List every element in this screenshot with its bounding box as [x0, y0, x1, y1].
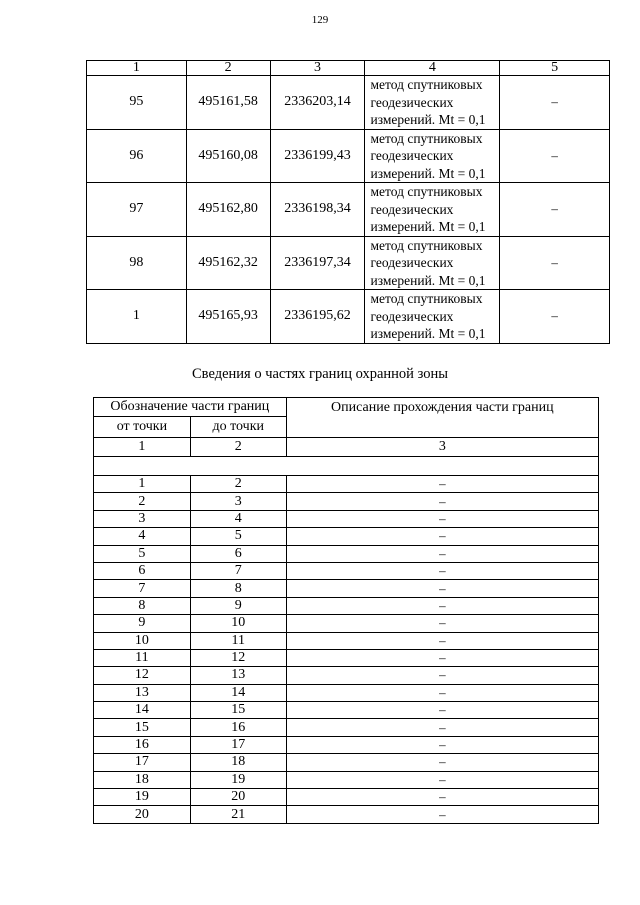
parts-row: [94, 789, 599, 806]
x-coordinate-cell: 495162,32: [186, 236, 270, 290]
x-coordinate-cell: 495165,93: [186, 290, 270, 344]
parts-col-2: 2: [190, 438, 286, 457]
to-point-cell: 9: [190, 597, 286, 614]
method-cell: [365, 76, 500, 130]
y-coordinate-cell: 2336203,14: [270, 76, 365, 130]
point-cell: 97: [87, 183, 187, 237]
coord-row: [87, 290, 610, 344]
method-line: метод спутниковых: [370, 184, 483, 199]
to-point-cell: 19: [190, 771, 286, 788]
to-point-cell: 2: [190, 476, 286, 493]
to-point-cell: 20: [190, 789, 286, 806]
parts-row: [94, 736, 599, 753]
parts-row: [94, 702, 599, 719]
to-point-cell: 18: [190, 754, 286, 771]
to-point-cell: 13: [190, 667, 286, 684]
to-point-cell: 8: [190, 580, 286, 597]
from-point-cell: 17: [94, 754, 191, 771]
parts-col-3: 3: [286, 438, 598, 457]
description-cell: –: [286, 702, 598, 719]
parts-row: [94, 754, 599, 771]
to-point-cell: 3: [190, 493, 286, 510]
from-point-cell: 4: [94, 528, 191, 545]
from-point-cell: 14: [94, 702, 191, 719]
description-cell: –: [286, 684, 598, 701]
parts-row: [94, 580, 599, 597]
method-line: метод спутниковых: [370, 237, 483, 253]
parts-row: [94, 493, 599, 510]
description-cell: –: [286, 806, 598, 823]
note-cell: –: [500, 129, 610, 183]
method-line: метод спутниковых: [370, 291, 483, 306]
y-coordinate-cell: 2336199,43: [270, 129, 365, 183]
from-point-cell: 19: [94, 789, 191, 806]
description-cell: –: [286, 510, 598, 527]
parts-row: [94, 649, 599, 666]
to-point-cell: 10: [190, 615, 286, 632]
from-point-cell: 11: [94, 649, 191, 666]
description-cell: –: [286, 754, 598, 771]
blank-cell: [94, 457, 599, 476]
coordinates-table: [86, 60, 610, 344]
from-point-cell: 3: [94, 510, 191, 527]
description-cell: –: [286, 562, 598, 579]
parts-blank-row: [94, 457, 599, 476]
description-cell: –: [286, 615, 598, 632]
from-point-cell: 16: [94, 736, 191, 753]
coord-col-5: 5: [500, 61, 610, 76]
to-point-cell: 16: [190, 719, 286, 736]
to-point-cell: 17: [190, 736, 286, 753]
y-coordinate-cell: 2336198,34: [270, 183, 365, 237]
coord-col-2: 2: [186, 61, 270, 76]
parts-row: [94, 615, 599, 632]
description-cell: –: [286, 649, 598, 666]
point-cell: 96: [87, 129, 187, 183]
from-point-cell: 1: [94, 476, 191, 493]
method-cell: [365, 129, 500, 183]
coord-row: [87, 236, 610, 290]
to-point-cell: 4: [190, 510, 286, 527]
parts-row: [94, 719, 599, 736]
description-cell: –: [286, 789, 598, 806]
parts-row: [94, 597, 599, 614]
method-line: геодезических: [370, 308, 454, 324]
description-cell: –: [286, 476, 598, 493]
method-line: метод спутниковых: [370, 130, 483, 146]
note-cell: –: [500, 76, 610, 130]
header-from-point: от точки: [94, 417, 191, 438]
parts-number-row: [94, 438, 599, 457]
from-point-cell: 9: [94, 615, 191, 632]
method-line: измерений. Mt = 0,1: [370, 326, 486, 341]
description-cell: –: [286, 597, 598, 614]
description-cell: –: [286, 771, 598, 788]
parts-row: [94, 771, 599, 788]
method-cell: [365, 236, 500, 290]
method-line: измерений. Mt = 0,1: [370, 112, 486, 127]
to-point-cell: 21: [190, 806, 286, 823]
to-point-cell: 5: [190, 528, 286, 545]
from-point-cell: 10: [94, 632, 191, 649]
description-cell: –: [286, 632, 598, 649]
to-point-cell: 7: [190, 562, 286, 579]
page-number: 129: [311, 14, 329, 26]
method-line: геодезических: [370, 94, 454, 110]
parts-row: [94, 562, 599, 579]
from-point-cell: 2: [94, 493, 191, 510]
from-point-cell: 20: [94, 806, 191, 823]
from-point-cell: 5: [94, 545, 191, 562]
x-coordinate-cell: 495162,80: [186, 183, 270, 237]
parts-row: [94, 806, 599, 823]
description-cell: –: [286, 736, 598, 753]
description-cell: –: [286, 580, 598, 597]
point-cell: 98: [87, 236, 187, 290]
to-point-cell: 14: [190, 684, 286, 701]
method-line: метод спутниковых: [370, 77, 483, 92]
coord-col-4: 4: [365, 61, 500, 76]
y-coordinate-cell: 2336195,62: [270, 290, 365, 344]
parts-row: [94, 528, 599, 545]
parts-row: [94, 632, 599, 649]
y-coordinate-cell: 2336197,34: [270, 236, 365, 290]
boundary-parts-table: [93, 397, 599, 824]
method-cell: [365, 183, 500, 237]
to-point-cell: 11: [190, 632, 286, 649]
coord-row: [87, 183, 610, 237]
header-to-point: до точки: [190, 417, 286, 438]
method-line: измерений. Mt = 0,1: [370, 165, 486, 181]
x-coordinate-cell: 495161,58: [186, 76, 270, 130]
parts-row: [94, 667, 599, 684]
coord-col-3: 3: [270, 61, 365, 76]
to-point-cell: 6: [190, 545, 286, 562]
point-cell: 95: [87, 76, 187, 130]
from-point-cell: 7: [94, 580, 191, 597]
description-cell: –: [286, 528, 598, 545]
description-cell: –: [286, 493, 598, 510]
x-coordinate-cell: 495160,08: [186, 129, 270, 183]
section-title: Сведения о частях границ охранной зоны: [192, 366, 448, 382]
method-line: измерений. Mt = 0,1: [370, 272, 486, 288]
description-cell: –: [286, 545, 598, 562]
from-point-cell: 15: [94, 719, 191, 736]
note-cell: –: [500, 236, 610, 290]
method-cell: [365, 290, 500, 344]
parts-col-1: 1: [94, 438, 191, 457]
method-line: геодезических: [370, 148, 454, 163]
parts-header-row: [94, 398, 599, 417]
description-cell: –: [286, 667, 598, 684]
from-point-cell: 6: [94, 562, 191, 579]
coord-col-1: 1: [87, 61, 187, 76]
method-line: геодезических: [370, 201, 454, 217]
from-point-cell: 13: [94, 684, 191, 701]
description-cell: –: [286, 719, 598, 736]
parts-row: [94, 510, 599, 527]
header-description: Описание прохождения части границ: [286, 398, 598, 438]
point-cell: 1: [87, 290, 187, 344]
from-point-cell: 8: [94, 597, 191, 614]
note-cell: –: [500, 290, 610, 344]
to-point-cell: 15: [190, 702, 286, 719]
parts-row: [94, 545, 599, 562]
coord-row: [87, 129, 610, 183]
header-group-label: Обозначение части границ: [94, 398, 287, 417]
method-line: измерений. Mt = 0,1: [370, 219, 486, 234]
parts-row: [94, 684, 599, 701]
from-point-cell: 12: [94, 667, 191, 684]
note-cell: –: [500, 183, 610, 237]
method-line: геодезических: [370, 255, 454, 270]
to-point-cell: 12: [190, 649, 286, 666]
coord-header-row: [87, 61, 610, 76]
coord-row: [87, 76, 610, 130]
parts-row: [94, 476, 599, 493]
from-point-cell: 18: [94, 771, 191, 788]
